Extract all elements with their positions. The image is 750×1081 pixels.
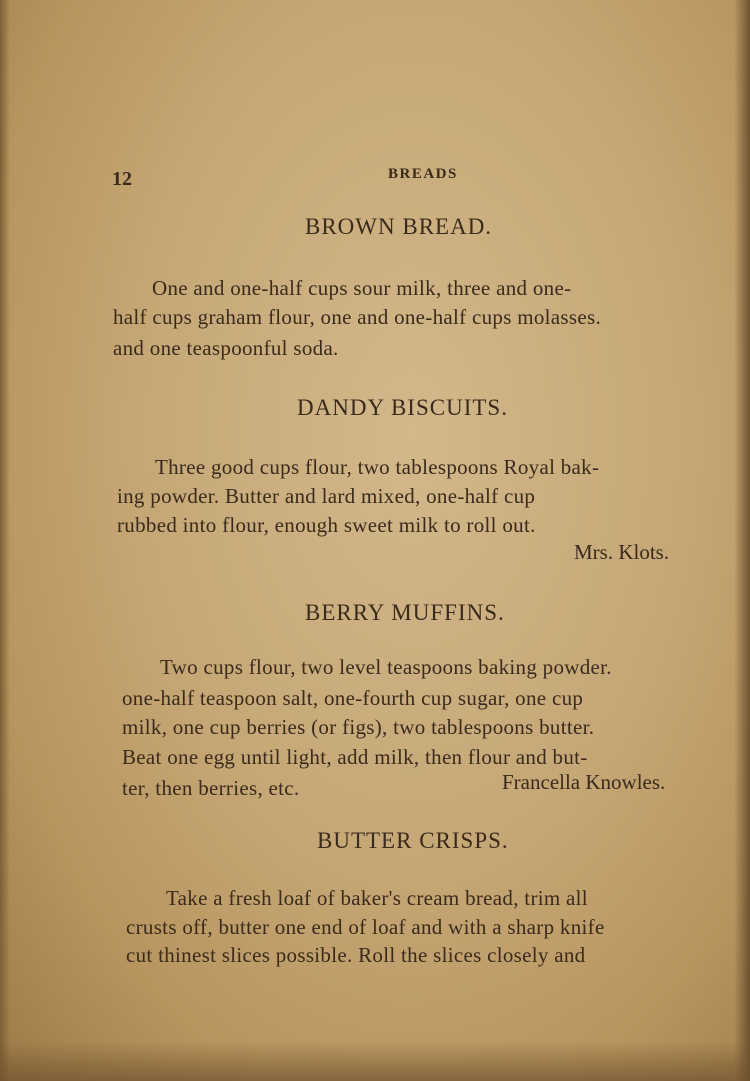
recipe-line: half cups graham flour, one and one-half cups molasses.	[113, 305, 602, 329]
recipe-title-butter-crisps: BUTTER CRISPS.	[317, 828, 509, 853]
recipe-line: crusts off, butter one end of loaf and with a sharp knife	[126, 915, 605, 939]
recipe-line: cut thinest slices possible. Roll the slices closely and	[126, 943, 586, 967]
recipe-title-brown-bread: BROWN BREAD.	[305, 214, 493, 239]
recipe-line: rubbed into flour, enough sweet milk to roll out.	[117, 513, 536, 537]
recipe-line: Two cups flour, two level teaspoons baking powder.	[160, 655, 612, 679]
recipe-title-berry-muffins: BERRY MUFFINS.	[305, 600, 505, 625]
page-edge-right	[734, 0, 750, 1081]
recipe-line: milk, one cup berries (or figs), two tablespoons butter.	[122, 715, 595, 739]
recipe-line: Three good cups flour, two tablespoons Royal bak-	[155, 455, 600, 479]
page-edge-bottom	[0, 1041, 750, 1081]
recipe-line: and one teaspoonful soda.	[113, 336, 339, 360]
recipe-line: ing powder. Butter and lard mixed, one-half cup	[117, 484, 536, 508]
page-number: 12	[112, 168, 132, 190]
recipe-line: ter, then berries, etc.	[122, 776, 300, 800]
running-head: BREADS	[388, 166, 458, 182]
recipe-signature: Francella Knowles.	[502, 770, 666, 794]
recipe-line: Take a fresh loaf of baker's cream bread, trim all	[166, 886, 588, 910]
recipe-title-dandy-biscuits: DANDY BISCUITS.	[297, 395, 508, 420]
recipe-signature: Mrs. Klots.	[574, 540, 670, 564]
recipe-line: one-half teaspoon salt, one-fourth cup sugar, one cup	[122, 686, 584, 710]
page-edge-left	[0, 0, 10, 1081]
recipe-line: One and one-half cups sour milk, three and one-	[152, 276, 572, 300]
recipe-line: Beat one egg until light, add milk, then flour and but-	[122, 745, 588, 769]
